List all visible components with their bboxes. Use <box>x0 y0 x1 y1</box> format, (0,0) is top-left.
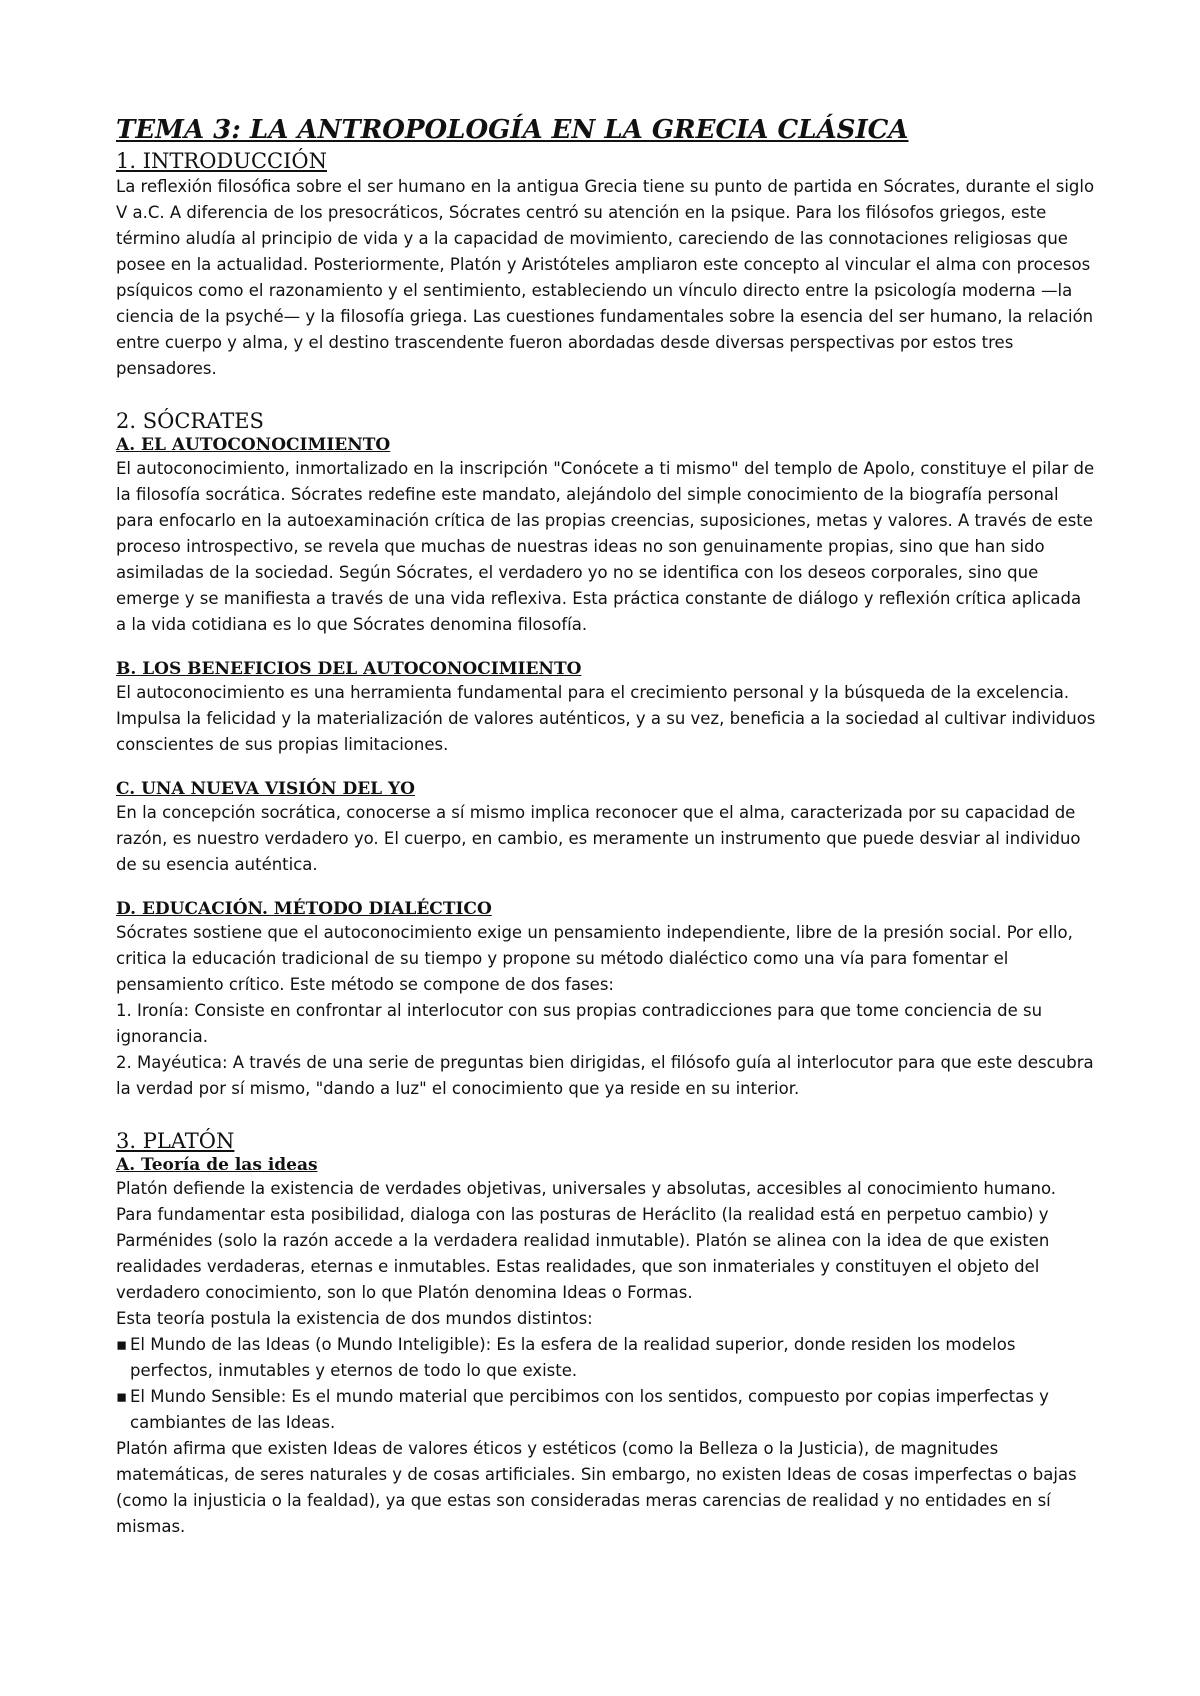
subsection-heading-vision-yo: C. UNA NUEVA VISIÓN DEL YO <box>116 779 415 799</box>
spacer <box>116 382 1096 408</box>
paragraph-teoria-ideas: Platón defiende la existencia de verdades objetivas, universales y absolutas, accesibles al conocimiento humano. Para fundamentar esta posibilidad, dialoga con las posturas de Heráclito (la realidad está en perpetuo cambio) y Parménides (solo la razón accede a la verdadera realidad inmutable). Platón se alinea con la idea de que existen realidades verdaderas, eternas e inmutables. Estas realidades, que son inmateriales y constituyen el objeto del verdadero conocimiento, son lo que Platón denomina Ideas o Formas. <box>116 1179 1057 1302</box>
subsection-heading-teoria-ideas: A. Teoría de las ideas <box>116 1155 318 1175</box>
subsection-heading-beneficios: B. LOS BENEFICIOS DEL AUTOCONOCIMIENTO <box>116 659 582 679</box>
paragraph-dos-mundos-intro: Esta teoría postula la existencia de dos mundos distintos: <box>116 1309 593 1328</box>
square-bullet-icon: ▪ <box>116 1335 128 1354</box>
bullet-mundo-sensible <box>116 1384 1096 1436</box>
spacer <box>116 758 1096 778</box>
document-page <box>116 114 1096 1540</box>
bullet-mundo-ideas <box>116 1332 1096 1384</box>
list-item-ironia: 1. Ironía: Consiste en confrontar al interlocutor con sus propias contradicciones para que tome conciencia de su ignorancia. <box>116 1001 1043 1046</box>
paragraph-metodo-dialectico: Sócrates sostiene que el autoconocimiento exige un pensamiento independiente, libre de la presión social. Por ello, critica la educación tradicional de su tiempo y propone su método dialéctico como una vía para fomentar el pensamiento crítico. Este método se compone de dos fases: <box>116 923 1073 994</box>
paragraph-autoconocimiento: El autoconocimiento, inmortalizado en la inscripción "Conócete a ti mismo" del templo de Apolo, constituye el pilar de la filosofía socrática. Sócrates redefine este mandato, alejándolo del simple conocimiento de la biografía personal para enfocarlo en la autoexaminación crítica de las propias creencias, suposiciones, metas y valores. A través de este proceso introspectivo, se revela que muchas de nuestras ideas no son genuinamente propias, sino que han sido asimiladas de la sociedad. Según Sócrates, el verdadero yo no se identifica con los deseos corporales, sino que emerge y se manifiesta a través de una vida reflexiva. Esta práctica constante de diálogo y reflexión crítica aplicada a la vida cotidiana es lo que Sócrates denomina filosofía. <box>116 459 1095 634</box>
paragraph-ideas-valores: Platón afirma que existen Ideas de valores éticos y estéticos (como la Belleza o la Justicia), de magnitudes matemáticas, de seres naturales y de cosas artificiales. Sin embargo, no existen Ideas de cosas imperfectas o bajas (como la injusticia o la fealdad), ya que estas son consideradas meras carencias de realidad y no entidades en sí mismas. <box>116 1439 1077 1536</box>
spacer <box>116 638 1096 658</box>
paragraph-beneficios: El autoconocimiento es una herramienta fundamental para el crecimiento personal y la búsqueda de la excelencia. Impulsa la felicidad y la materialización de valores auténticos, y a su vez, beneficia a la sociedad al cultivar individuos conscientes de sus propias limitaciones. <box>116 683 1096 754</box>
section-heading-platon: 3. PLATÓN <box>116 1129 235 1153</box>
subsection-heading-autoconocimiento: A. EL AUTOCONOCIMIENTO <box>116 435 391 455</box>
spacer <box>116 878 1096 898</box>
paragraph-introduccion: La reflexión filosófica sobre el ser humano en la antigua Grecia tiene su punto de partida en Sócrates, durante el siglo V a.C. A diferencia de los presocráticos, Sócrates centró su atención en la psique. Para los filósofos griegos, este término aludía al principio de vida y a la capacidad de movimiento, careciendo de las connotaciones religiosas que posee en la actualidad. Posteriormente, Platón y Aristóteles ampliaron este concepto al vincular el alma con procesos psíquicos como el razonamiento y el sentimiento, estableciendo un vínculo directo entre la psicología moderna —la ciencia de la psyché— y la filosofía griega. Las cuestiones fundamentales sobre la esencia del ser humano, la relación entre cuerpo y alma, y el destino trascendente fueron abordadas desde diversas perspectivas por estos tres pensadores. <box>116 177 1095 378</box>
paragraph-vision-yo: En la concepción socrática, conocerse a sí mismo implica reconocer que el alma, caracterizada por su capacidad de razón, es nuestro verdadero yo. El cuerpo, en cambio, es meramente un instrumento que puede desviar al individuo de su esencia auténtica. <box>116 803 1081 874</box>
subsection-heading-metodo-dialectico: D. EDUCACIÓN. MÉTODO DIALÉCTICO <box>116 899 492 919</box>
section-heading-socrates: 2. SÓCRATES <box>116 409 264 433</box>
document-title: TEMA 3: LA ANTROPOLOGÍA EN LA GRECIA CLÁSICA <box>116 115 909 145</box>
list-item-mayeutica: 2. Mayéutica: A través de una serie de preguntas bien dirigidas, el filósofo guía al interlocutor para que este descubra la verdad por sí mismo, "dando a luz" el conocimiento que ya reside en su interior. <box>116 1053 1094 1098</box>
section-heading-introduccion: 1. INTRODUCCIÓN <box>116 149 327 173</box>
bullet-text: El Mundo Sensible: Es el mundo material que percibimos con los sentidos, compuesto por copias imperfectas y cambiantes de las Ideas. <box>130 1387 1049 1432</box>
spacer <box>116 1102 1096 1128</box>
square-bullet-icon: ▪ <box>116 1387 128 1406</box>
bullet-text: El Mundo de las Ideas (o Mundo Inteligible): Es la esfera de la realidad superior, donde residen los modelos perfectos, inmutables y eternos de todo lo que existe. <box>130 1335 1016 1380</box>
